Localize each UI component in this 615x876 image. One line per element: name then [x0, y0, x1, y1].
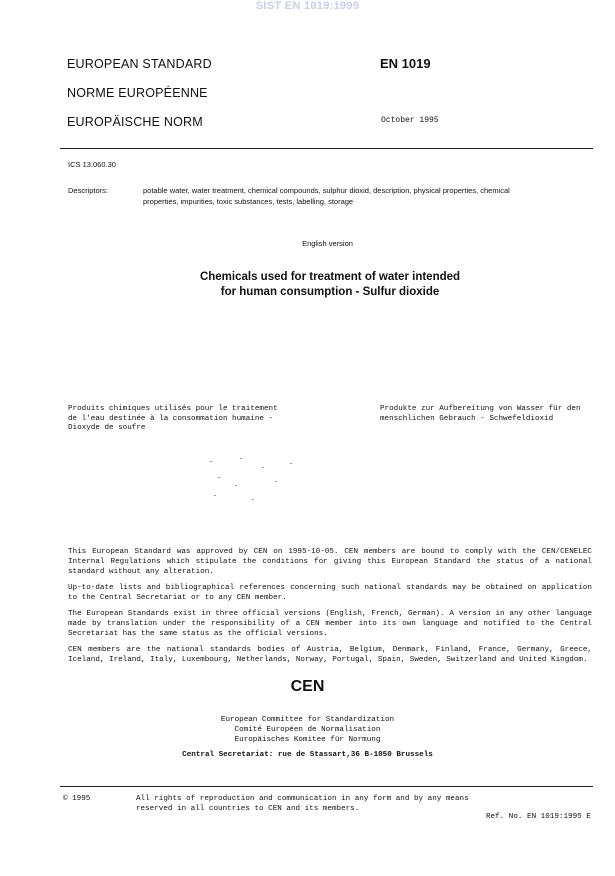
cen-name-en: European Committee for Standardization [220, 716, 395, 724]
references-paragraph: Up-to-date lists and bibliographical references concerning such national standards may be obtained on application to the Central Secretariat or to any CEN member. [68, 584, 592, 602]
title-french-line-1: Produits chimiques utilisés pour le traitement [68, 405, 278, 413]
watermark: SIST EN 1019:1999 [255, 0, 360, 12]
cen-logo: CEN [290, 678, 325, 695]
descriptors-line-1: potable water, water treatment, chemical compounds, sulphur dioxid, description, physical properties, chemical [143, 186, 510, 195]
header-title-fr: NORME EUROPÉENNE [67, 86, 208, 100]
cen-name-fr: Comité Européen de Normalisation [234, 726, 381, 734]
central-secretariat: Central Secretariat: rue de Stassart,36 B-1050 Brussels [182, 751, 433, 759]
title-french-line-2: de l'eau destinée à la consommation humaine - [68, 414, 274, 423]
descriptors-label: Descriptors: [68, 186, 109, 195]
reference-number: Ref. No. EN 1019:1995 E [486, 813, 591, 821]
title-german-line-1: Produkte zur Aufbereitung von Wasser für den [380, 405, 581, 413]
ics-code: ICS 13.060.30 [68, 160, 116, 169]
header-title-en: EUROPEAN STANDARD [67, 57, 212, 71]
title-german [380, 405, 581, 424]
rights-line-1: All rights of reproduction and communication in any form and by any means [136, 795, 469, 803]
title-french [68, 405, 278, 434]
header-rule [60, 148, 593, 149]
publication-date: October 1995 [381, 116, 439, 125]
members-paragraph: CEN members are the national standards bodies of Austria, Belgium, Denmark, Finland, France, Germany, Greece, Iceland, Ireland, Italy, Luxembourg, Netherlands, Norway, Portugal, Spain, Sweden, Switzerland and United Kingdom. [68, 646, 592, 664]
versions-paragraph: The European Standards exist in three official versions (English, French, German). A version in any other language made by translation under the responsibility of a CEN member into its own language and notified to the Central Secretariat has the same status as the official versions. [68, 610, 592, 638]
document-title-line-1: Chemicals used for treatment of water intended [199, 271, 461, 283]
footer-rule [60, 786, 593, 787]
approval-paragraph: This European Standard was approved by CEN on 1995-10-05. CEN members are bound to comply with the CEN/CENELEC Internal Regulations which stipulate the conditions for giving this European Standard the status of a national standard without any alteration. [68, 548, 592, 576]
title-german-line-2: menschlichen Gebrauch - Schwefeldioxid [380, 414, 554, 423]
scan-noise [200, 455, 320, 510]
descriptors-line-2: properties, impurities, toxic substances, tests, labelling, storage [143, 197, 354, 206]
title-french-line-3: Dioxyde de soufre [68, 424, 146, 433]
document-title [60, 270, 600, 300]
header-title-de: EUROPÄISCHE NORM [67, 115, 203, 129]
standard-number: EN 1019 [380, 56, 431, 71]
version-label: English version [302, 239, 353, 248]
copyright: © 1995 [63, 795, 91, 803]
document-title-line-2: for human consumption - Sulfur dioxide [220, 286, 440, 298]
cen-name-de: Europäisches Komitee für Normung [234, 736, 381, 744]
rights-line-2: reserved in all countries to CEN and its members. [136, 805, 360, 813]
